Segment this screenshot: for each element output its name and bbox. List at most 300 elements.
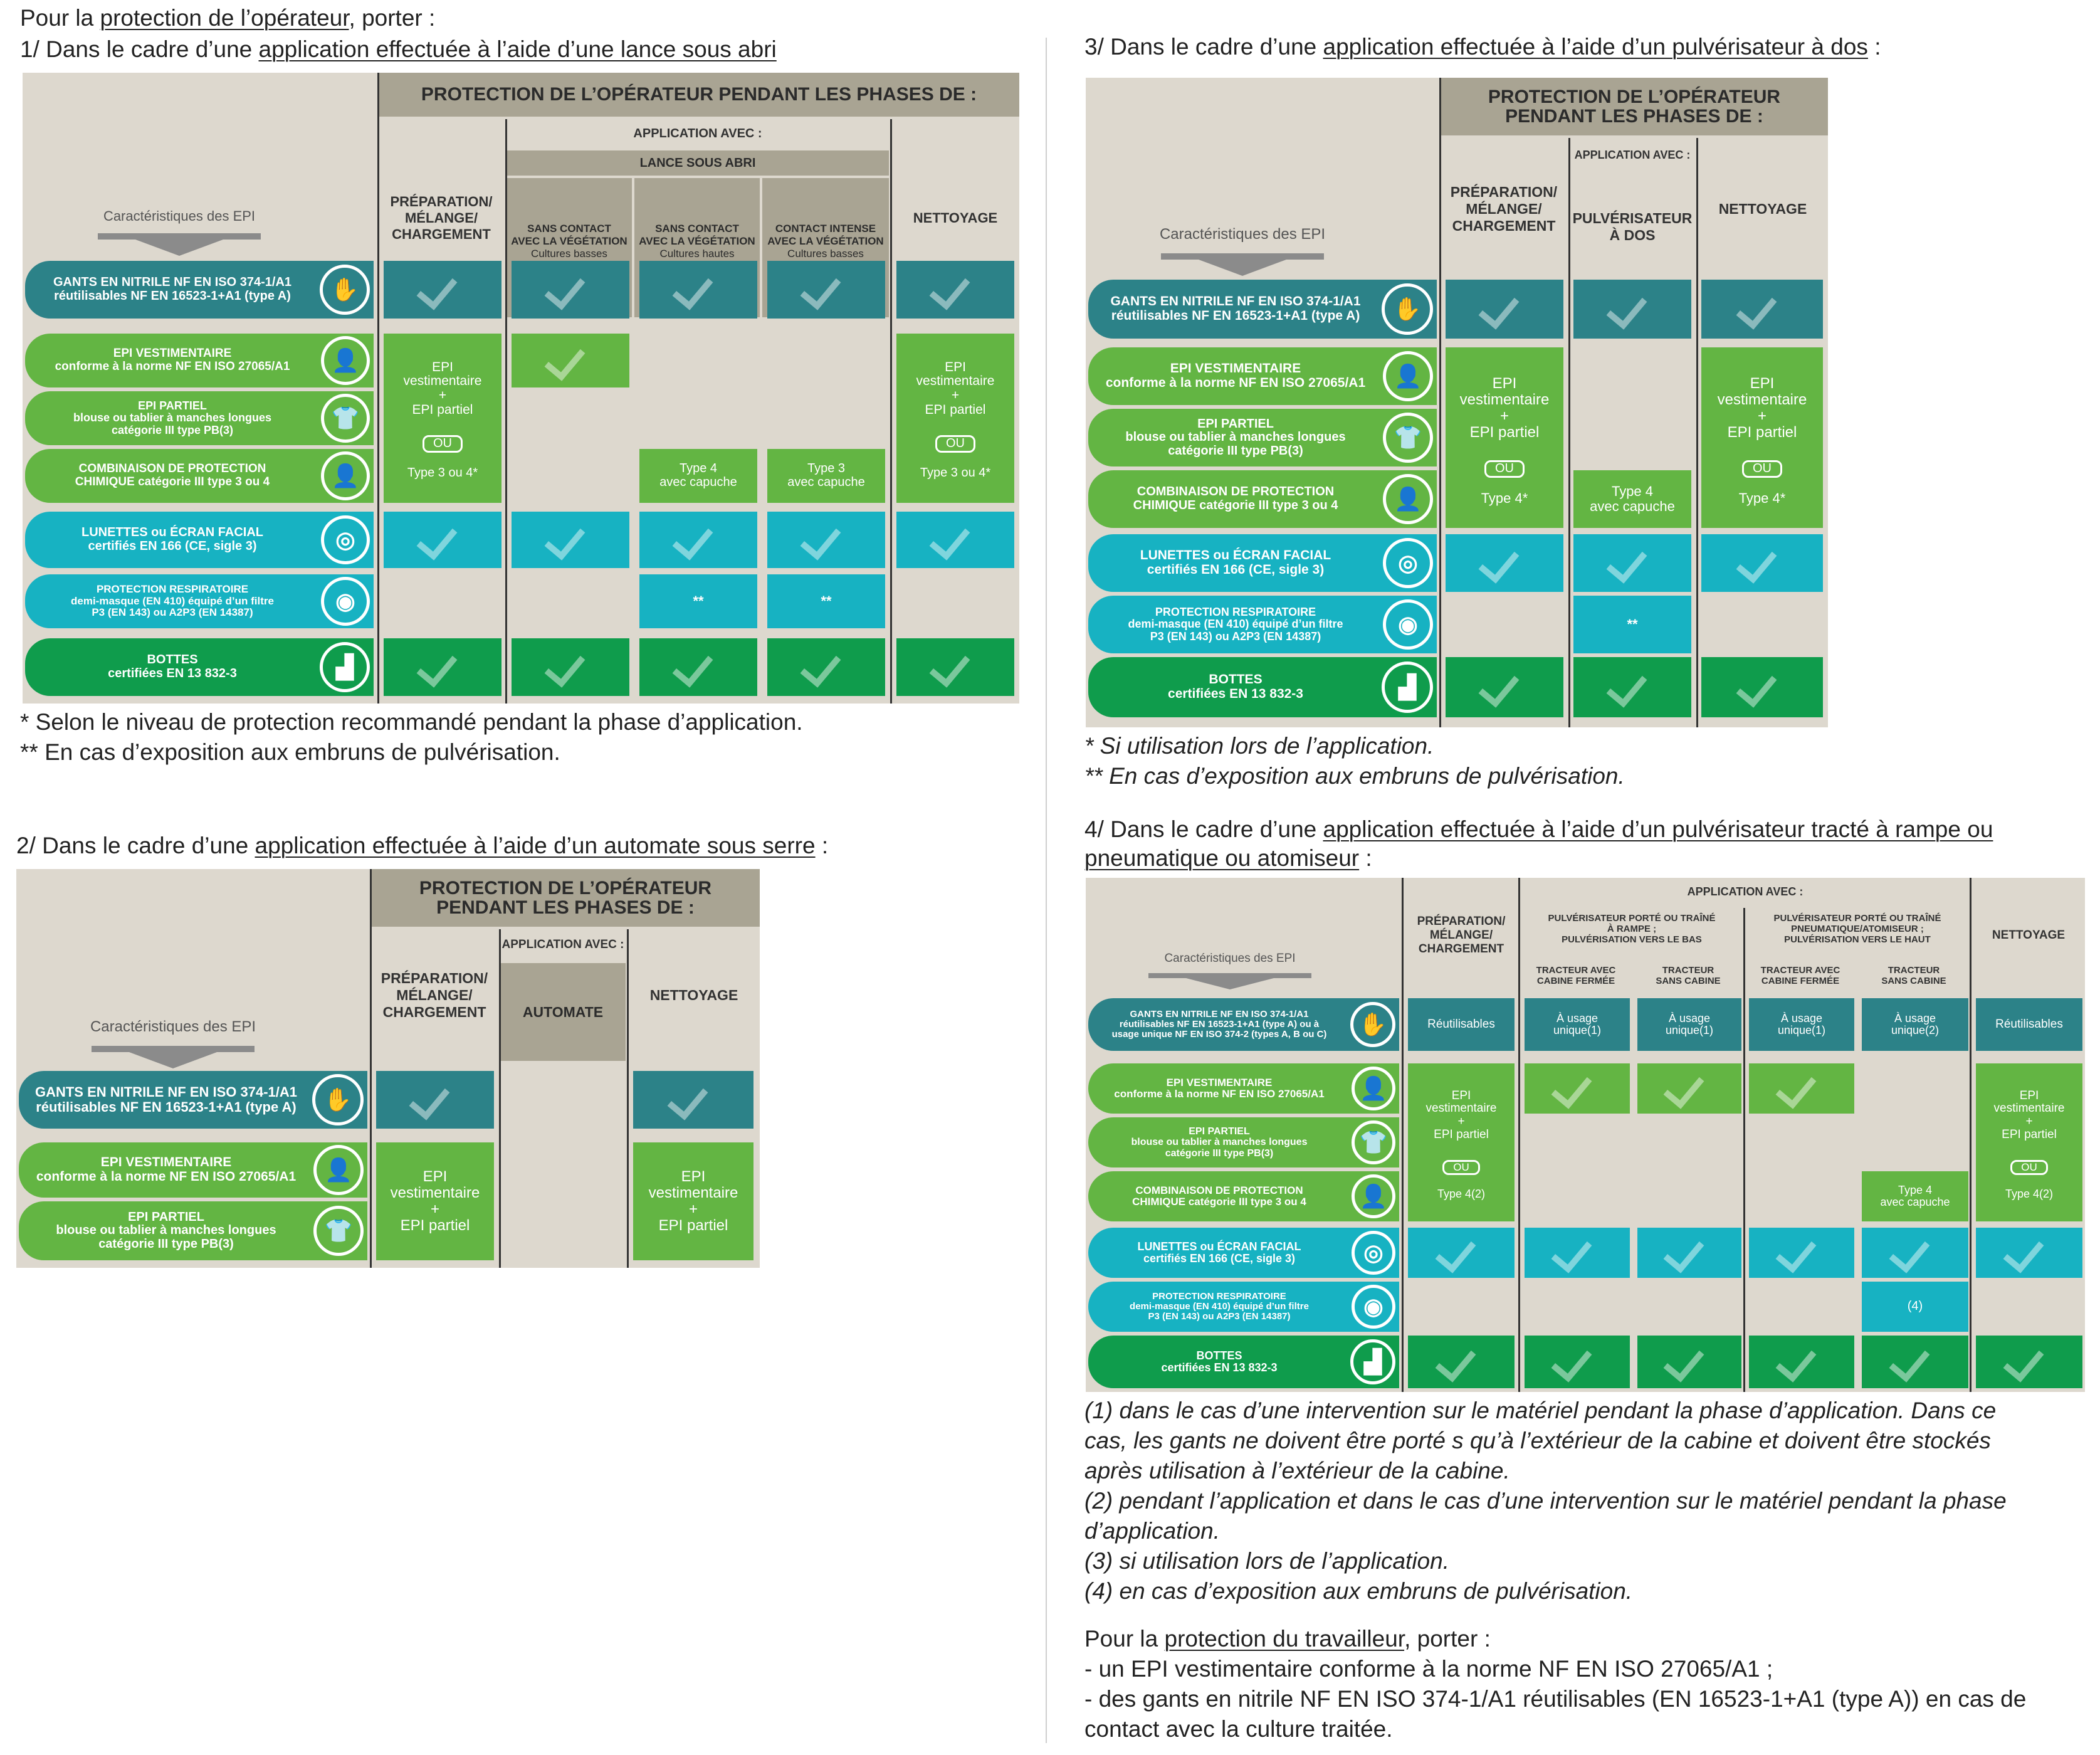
t1-cell	[767, 512, 885, 568]
c1-l3: Cultures basses	[531, 248, 607, 260]
check-icon	[542, 653, 599, 681]
check-icon	[1433, 1239, 1489, 1267]
boots-l2: certifiées EN 13 832-3	[108, 667, 237, 680]
c1-l2: AVEC LA VÉGÉTATION	[511, 235, 627, 247]
table-line	[890, 119, 892, 704]
check-icon	[798, 653, 854, 681]
plus: +	[430, 1201, 439, 1218]
worker-protection	[1084, 1624, 2087, 1744]
epi-p: EPI partiel	[1469, 423, 1540, 441]
t1-cell-epi	[384, 334, 501, 444]
c3-l3: Cultures basses	[787, 248, 864, 260]
usage-l2: unique(1)	[1553, 1024, 1602, 1036]
worker-prefix: Pour la	[1084, 1626, 1165, 1652]
sans-l2: SANS CABINE	[1656, 976, 1721, 986]
t1-cell	[384, 512, 501, 568]
notes-4	[1084, 1396, 2087, 1606]
t1-cell	[767, 261, 885, 319]
ou-badge: OU	[2010, 1160, 2048, 1175]
worker-line-2: - des gants en nitrile NF EN ISO 374-1/A1 réutilisables (EN 16523-1+A1 (type A)) en cas de	[1084, 1686, 2027, 1712]
vest-l1: EPI VESTIMENTAIRE	[1166, 1076, 1273, 1088]
t4-cell	[1637, 1228, 1741, 1278]
dos-l1: PULVÉRISATEUR	[1572, 210, 1693, 226]
glass-l2: certifiés EN 166 (CE, sigle 3)	[1143, 1252, 1296, 1265]
t4-cell	[1862, 1228, 1968, 1278]
s3-link: application effectuée à l’aide d’un pulvérisateur à dos	[1323, 34, 1868, 60]
hdr-l2: PENDANT LES PHASES DE :	[436, 897, 695, 918]
resp-l2: demi-masque (EN 410) équipé d’un filtre	[1130, 1300, 1309, 1312]
comb-l2: CHIMIQUE catégorie III type 3 ou 4	[1133, 498, 1338, 512]
s4-suffix: :	[1359, 845, 1372, 871]
t4-cell	[1525, 1336, 1630, 1388]
vest-l1: EPI VESTIMENTAIRE	[1170, 361, 1301, 376]
g2-l2: PNEUMATIQUE/ATOMISEUR ;	[1791, 924, 1924, 934]
epi-caption: Caractéristiques des EPI	[1159, 226, 1326, 243]
t1-cell	[639, 512, 757, 568]
part-l3: catégorie III type PB(3)	[1168, 443, 1303, 458]
type4-2: Type 4(2)	[2005, 1188, 2054, 1201]
gloves-l1: GANTS EN NITRILE NF EN ISO 374-1/A1	[34, 1084, 298, 1100]
check-icon	[927, 526, 984, 554]
epi-p: EPI partiel	[412, 402, 473, 417]
epi-p: EPI partiel	[1727, 423, 1797, 441]
prep-l2: MÉLANGE/	[404, 210, 478, 226]
table4-col-nettoyage: NETTOYAGE	[1972, 878, 2085, 993]
table4-sub-sans1	[1634, 958, 1743, 993]
resp-l3: P3 (EN 143) ou A2P3 (EN 14387)	[1150, 630, 1321, 643]
glove-icon: ✋	[320, 265, 370, 315]
table4-sub-sans2	[1858, 958, 1970, 993]
t3-cell	[1701, 280, 1823, 339]
prep-l3: CHARGEMENT	[1418, 942, 1504, 956]
epi-v2: vestimentaire	[916, 374, 995, 389]
note-1a: * Selon le niveau de protection recommandé pendant la phase d’application.	[20, 709, 803, 735]
epi-v: EPI	[1750, 375, 1775, 393]
s2-prefix: 2/ Dans le cadre d’une	[16, 833, 255, 858]
comb-l2: CHIMIQUE catégorie III type 3 ou 4	[1132, 1196, 1306, 1208]
pill-respirator	[1088, 596, 1437, 653]
part-l2: blouse ou tablier à manches longues	[73, 411, 272, 424]
comb-l1: COMBINAISON DE PROTECTION	[78, 462, 266, 476]
prep-l1: PRÉPARATION/	[1450, 183, 1558, 200]
t3-cell	[1573, 280, 1691, 339]
table4-application-avec: APPLICATION AVEC :	[1521, 878, 1970, 905]
pill-gloves	[1088, 280, 1437, 339]
check-icon	[670, 526, 727, 554]
check-icon	[1476, 673, 1533, 701]
table4-col-prep	[1404, 878, 1518, 993]
table-line	[1696, 138, 1698, 727]
pill-respirator	[25, 574, 374, 628]
prep-l1: PRÉPARATION/	[390, 194, 493, 209]
usage-l1: À usage	[1668, 1011, 1711, 1025]
epi-v: EPI	[681, 1168, 706, 1186]
c2-l2: AVEC LA VÉGÉTATION	[639, 235, 755, 247]
epi-v: EPI	[432, 359, 453, 374]
prep-l2: MÉLANGE/	[1429, 929, 1493, 942]
epi-caption: Caractéristiques des EPI	[103, 208, 256, 224]
epi-v: EPI	[2019, 1088, 2039, 1102]
pill-vest	[25, 334, 374, 387]
pill-respirator	[1088, 1282, 1399, 1332]
check-icon	[414, 653, 471, 681]
intro-suffix: , porter :	[349, 5, 436, 31]
apron-icon: 👕	[321, 394, 370, 443]
cab-l1: TRACTEUR AVEC	[1760, 965, 1840, 976]
t3-cell	[1446, 280, 1563, 339]
plus: +	[438, 388, 447, 403]
check-icon	[407, 1086, 463, 1114]
s4-link1: application effectuée à l’aide d’un pulvérisateur tracté à rampe ou	[1323, 816, 1993, 842]
table4-sub-cab1	[1521, 958, 1631, 993]
t1-cell	[512, 638, 629, 696]
boots-l1: BOTTES	[147, 653, 198, 667]
t4-cell	[1976, 1336, 2082, 1388]
epi-v2: vestimentaire	[1717, 391, 1807, 409]
pill-gloves	[1088, 998, 1399, 1051]
vest-l2: conforme à la norme NF EN ISO 27065/A1	[36, 1169, 297, 1184]
usage-l2: unique(2)	[1891, 1024, 1940, 1036]
epi-v: EPI	[945, 359, 966, 374]
epi-arrow-bar	[92, 1046, 255, 1052]
t3-cell	[1573, 534, 1691, 592]
table3-col-nettoyage: NETTOYAGE	[1698, 138, 1828, 280]
check-icon	[1734, 673, 1790, 701]
sans-l2: SANS CABINE	[1881, 976, 1946, 986]
note-4-2: cas, les gants ne doivent être porté s qu’à l’extérieur de la cabine et doivent être stockés	[1084, 1428, 1991, 1453]
check-icon	[670, 276, 727, 303]
s4-link2: pneumatique ou atomiseur	[1084, 845, 1360, 871]
t3-cell-epi	[1701, 347, 1823, 469]
check-icon	[798, 526, 854, 554]
check-icon	[798, 276, 854, 303]
c1-l1: SANS CONTACT	[527, 223, 611, 235]
t1-cell-resp: **	[639, 574, 757, 628]
check-icon	[1433, 1348, 1489, 1376]
pill-vest	[1088, 347, 1437, 405]
note-4-1: (1) dans le cas d’une intervention sur le matériel pendant la phase d’application. Dans ce	[1084, 1398, 1997, 1423]
hdr-l1: PROTECTION DE L’OPÉRATEUR	[1488, 86, 1781, 107]
table-line	[1402, 878, 1404, 1392]
coverall-icon: 👤	[321, 451, 370, 500]
t3-cell	[1701, 657, 1823, 717]
table1-lance: LANCE SOUS ABRI	[507, 150, 889, 176]
avec-capuche: avec capuche	[1590, 498, 1675, 514]
prep-l1: PRÉPARATION/	[381, 969, 488, 986]
table-line	[1518, 878, 1520, 1392]
type4: Type 4	[679, 461, 718, 476]
type4-2: Type 4(2)	[1437, 1188, 1486, 1201]
avec-capuche: avec capuche	[1880, 1196, 1950, 1208]
glove-icon: ✋	[1350, 1002, 1395, 1047]
type34: Type 3 ou 4*	[407, 466, 478, 480]
t2-cell-epi	[633, 1142, 753, 1260]
boots-l2: certifiées EN 13 832-3	[1168, 687, 1303, 701]
resp-l3: P3 (EN 143) ou A2P3 (EN 14387)	[1148, 1311, 1291, 1322]
t4-cell-resp: (4)	[1862, 1282, 1968, 1332]
epi-v2: vestimentaire	[403, 374, 482, 389]
check-icon	[1604, 673, 1661, 701]
notes-3	[1084, 731, 1625, 791]
avec-capuche: avec capuche	[787, 475, 865, 489]
pill-glasses	[1088, 534, 1437, 592]
t2-cell	[376, 1071, 494, 1129]
sans-l1: TRACTEUR	[1662, 965, 1714, 976]
part-l1: EPI PARTIEL	[1197, 416, 1274, 431]
intro-prefix: Pour la	[20, 5, 100, 31]
coverall-icon: 👤	[1383, 474, 1433, 524]
hdr-l1: PROTECTION DE L’OPÉRATEUR	[419, 877, 712, 899]
s3-prefix: 3/ Dans le cadre d’une	[1084, 34, 1323, 60]
glass-l1: LUNETTES ou ÉCRAN FACIAL	[81, 525, 263, 540]
pill-combination	[1088, 1171, 1399, 1221]
section-2-title	[16, 831, 828, 860]
glass-l1: LUNETTES ou ÉCRAN FACIAL	[1137, 1240, 1301, 1253]
usage-l1: À usage	[1894, 1011, 1936, 1025]
part-l3: catégorie III type PB(3)	[111, 423, 234, 436]
column-divider	[1046, 38, 1047, 1743]
t3-cell	[1701, 534, 1823, 592]
t1-cell	[384, 638, 501, 696]
t1-cell-type34	[896, 436, 1014, 503]
g2-l1: PULVÉRISATEUR PORTÉ OU TRAÎNÉ	[1773, 913, 1941, 924]
comb-l1: COMBINAISON DE PROTECTION	[1137, 485, 1335, 499]
s2-link: application effectuée à l’aide d’un automate sous serre	[255, 833, 816, 858]
t3-cell-epi	[1446, 347, 1563, 469]
check-icon	[1604, 549, 1661, 577]
vest-l2: conforme à la norme NF EN ISO 27065/A1	[1114, 1088, 1325, 1100]
s4-prefix: 4/ Dans le cadre d’une	[1084, 816, 1323, 842]
part-l2: blouse ou tablier à manches longues	[1125, 430, 1346, 445]
check-icon	[1661, 1075, 1718, 1102]
apron-icon: 👕	[1352, 1120, 1395, 1164]
s1-link: application effectuée à l’aide d’une lance sous abri	[258, 36, 777, 62]
check-icon	[1734, 549, 1790, 577]
check-icon	[1773, 1075, 1830, 1102]
apron-icon: 👕	[313, 1206, 364, 1256]
epi-v2: vestimentaire	[648, 1184, 738, 1202]
glove-icon: ✋	[1382, 283, 1433, 335]
t4-cell-epi	[1976, 1063, 2082, 1167]
check-icon	[414, 526, 471, 554]
apron-icon: 👕	[1383, 413, 1433, 463]
t2-cell	[633, 1071, 753, 1129]
t3-cell-resp: **	[1573, 596, 1691, 653]
section-4-title	[1084, 815, 1993, 873]
intro-operator	[20, 4, 435, 33]
check-icon	[2001, 1348, 2057, 1376]
type34: Type 3 ou 4*	[920, 466, 991, 480]
t4-cell-reutil: Réutilisables	[1976, 998, 2082, 1051]
table-line	[627, 929, 629, 1268]
glass-l2: certifiés EN 166 (CE, sigle 3)	[88, 539, 257, 553]
ou-badge: OU	[1442, 1160, 1480, 1175]
t1-cell	[512, 334, 629, 387]
t4-cell	[1976, 1228, 2082, 1278]
gloves-l1: GANTS EN NITRILE NF EN ISO 374-1/A1	[1110, 294, 1361, 309]
check-icon	[1604, 295, 1661, 323]
epi-p: EPI partiel	[400, 1216, 470, 1234]
resp-l1: PROTECTION RESPIRATOIRE	[1152, 1290, 1286, 1302]
check-icon	[1773, 1348, 1830, 1376]
epi-p: EPI partiel	[925, 402, 986, 417]
t4-cell-usage	[1637, 998, 1741, 1051]
t3-cell-type4-capuche	[1573, 470, 1691, 528]
check-icon	[1661, 1348, 1718, 1376]
epi-arrow-bar	[1161, 253, 1324, 260]
pill-partial	[1088, 1117, 1399, 1167]
check-icon	[1549, 1348, 1605, 1376]
table3-col-dos	[1570, 174, 1695, 280]
epi-arrow-icon	[135, 240, 223, 256]
g2-l3: PULVÉRISATION VERS LE HAUT	[1784, 934, 1931, 945]
t1-cell	[896, 512, 1014, 568]
t4-cell-reutil: Réutilisables	[1408, 998, 1515, 1051]
pill-glasses	[1088, 1228, 1399, 1278]
note-4-7: (4) en cas d’exposition aux embruns de pulvérisation.	[1084, 1578, 1633, 1604]
respirator-icon: ◉	[321, 577, 370, 626]
check-icon	[670, 653, 727, 681]
note-4-4: (2) pendant l’application et dans le cas d’une intervention sur le matériel pendant la phase	[1084, 1488, 2007, 1514]
part-l3: catégorie III type PB(3)	[1165, 1147, 1274, 1159]
resp-l1: PROTECTION RESPIRATOIRE	[96, 583, 249, 596]
table-line	[499, 929, 501, 1268]
note-4-5: d’application.	[1084, 1518, 1220, 1544]
plus: +	[1457, 1115, 1465, 1128]
t4-cell	[1637, 1063, 1741, 1114]
coverall-icon: 👤	[1383, 351, 1433, 401]
boot-icon: ▟	[1382, 661, 1433, 713]
coverall-icon: 👤	[313, 1145, 364, 1195]
t3-cell-type4	[1701, 461, 1823, 528]
check-icon	[1661, 1239, 1718, 1267]
t3-cell-type4	[1446, 461, 1563, 528]
table3-main-header	[1441, 78, 1828, 135]
table-line	[1743, 908, 1745, 1392]
plus: +	[1757, 408, 1767, 424]
respirator-icon: ◉	[1383, 599, 1433, 650]
t1-cell	[384, 261, 501, 319]
check-icon	[665, 1086, 722, 1114]
comb-l1: COMBINAISON DE PROTECTION	[1135, 1184, 1303, 1196]
t1-cell-type4	[639, 449, 757, 503]
t3-cell	[1573, 657, 1691, 717]
pill-boots	[1088, 1336, 1399, 1388]
s1-prefix: 1/ Dans le cadre d’une	[20, 36, 259, 62]
table2-automate: AUTOMATE	[500, 963, 626, 1061]
coverall-icon: 👤	[1352, 1174, 1395, 1218]
check-icon	[1476, 295, 1533, 323]
t1-cell	[639, 261, 757, 319]
t1-cell-type3	[767, 449, 885, 503]
c2-l3: Cultures hautes	[659, 248, 735, 260]
t4-cell	[1862, 1336, 1968, 1388]
t4-cell	[1408, 1336, 1515, 1388]
note-1b: ** En cas d’exposition aux embruns de pulvérisation.	[20, 739, 560, 765]
plus: +	[2025, 1115, 2033, 1128]
pill-partial	[1088, 409, 1437, 466]
check-icon	[542, 526, 599, 554]
vest-l2: conforme à la norme NF EN ISO 27065/A1	[55, 360, 290, 373]
comb-l2: CHIMIQUE catégorie III type 3 ou 4	[75, 475, 270, 488]
hdr-l2: PENDANT LES PHASES DE :	[1505, 106, 1763, 127]
part-l2: blouse ou tablier à manches longues	[56, 1223, 276, 1238]
t1-cell-resp: **	[767, 574, 885, 628]
gloves4-l3: usage unique NF EN ISO 374-2 (types A, B ou C)	[1111, 1029, 1327, 1040]
pill-boots	[1088, 657, 1437, 717]
epi-v: EPI	[1492, 375, 1517, 393]
worker-suffix: , porter :	[1404, 1626, 1491, 1652]
t4-cell	[1408, 1228, 1515, 1278]
prep-l3: CHARGEMENT	[382, 1003, 486, 1020]
check-icon	[1476, 549, 1533, 577]
table4-sub-cab2	[1745, 958, 1856, 993]
t4-cell-type4	[1408, 1161, 1515, 1221]
plus: +	[1499, 408, 1509, 424]
gloves-l2: réutilisables NF EN 16523-1+A1 (type A)	[1111, 308, 1360, 323]
note-4-3: après utilisation à l’extérieur de la cabine.	[1084, 1458, 1510, 1484]
table-pulverisateur-dos	[1086, 78, 1828, 727]
ou-badge: OU	[1742, 460, 1782, 478]
pill-partial	[19, 1201, 367, 1260]
epi-p: EPI partiel	[1434, 1127, 1489, 1141]
epi-v2: vestimentaire	[1459, 391, 1550, 409]
t1-cell-epi	[896, 334, 1014, 444]
sans-l1: TRACTEUR	[1887, 965, 1940, 976]
boot-icon: ▟	[320, 642, 370, 692]
intro-link: protection de l’opérateur	[100, 5, 349, 31]
cab-l2: CABINE FERMÉE	[1536, 976, 1615, 986]
pill-combination	[25, 449, 374, 503]
t1-cell	[512, 512, 629, 568]
ou-badge: OU	[935, 435, 975, 453]
resp-l3: P3 (EN 143) ou A2P3 (EN 14387)	[92, 606, 253, 619]
t4-cell	[1637, 1336, 1741, 1388]
t1-cell	[512, 261, 629, 319]
respirator-icon: ◉	[1352, 1285, 1395, 1329]
t1-cell	[896, 638, 1014, 696]
g1-l3: PULVÉRISATION VERS LE BAS	[1562, 934, 1702, 945]
table-pulverisateur-tracte	[1086, 878, 2085, 1392]
epi-arrow-bar	[1148, 973, 1311, 978]
prep-l2: MÉLANGE/	[396, 986, 473, 1003]
t1-cell	[767, 638, 885, 696]
goggles-icon: ◎	[1352, 1231, 1395, 1275]
note-3b: ** En cas d’exposition aux embruns de pulvérisation.	[1084, 763, 1625, 789]
check-icon	[2001, 1239, 2057, 1267]
worker-line-3: contact avec la culture traitée.	[1084, 1716, 1393, 1742]
part-l1: EPI PARTIEL	[1189, 1126, 1250, 1137]
gloves-l2: réutilisables NF EN 16523-1+A1 (type A)	[54, 289, 291, 303]
worker-link: protection du travailleur	[1164, 1626, 1405, 1652]
usage-l1: À usage	[1556, 1011, 1599, 1025]
table3-col-prep	[1441, 138, 1567, 280]
gloves4-l2: réutilisables NF EN 16523-1+A1 (type A) ou à	[1119, 1018, 1320, 1030]
pill-gloves	[25, 261, 374, 319]
check-icon	[1549, 1075, 1605, 1102]
epi-caption: Caractéristiques des EPI	[1164, 952, 1296, 965]
check-icon	[542, 347, 599, 374]
part-l2: blouse ou tablier à manches longues	[1131, 1137, 1308, 1148]
c3-l2: AVEC LA VÉGÉTATION	[767, 235, 884, 247]
table2-col-nettoyage: NETTOYAGE	[628, 929, 760, 1061]
t3-cell	[1446, 534, 1563, 592]
t4-cell	[1525, 1228, 1630, 1278]
type4: Type 4	[1611, 483, 1654, 500]
note-3a: * Si utilisation lors de l’application.	[1084, 733, 1434, 759]
epi-arrow-icon	[1186, 978, 1274, 989]
epi-v2: vestimentaire	[390, 1184, 480, 1202]
